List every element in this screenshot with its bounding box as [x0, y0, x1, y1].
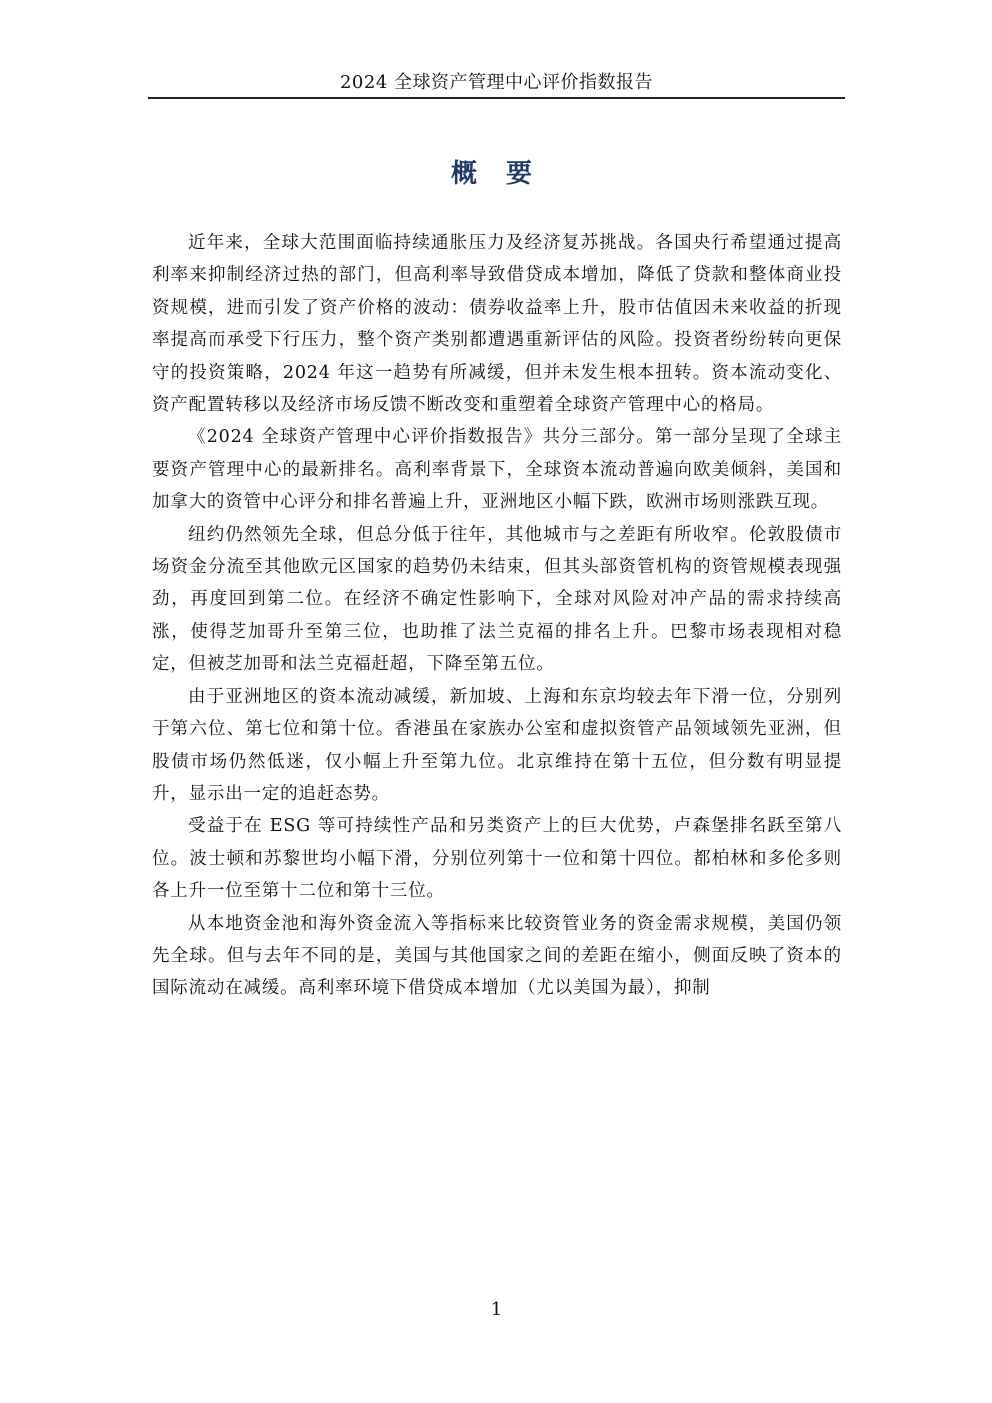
paragraph-2: 《2024 全球资产管理中心评价指数报告》共分三部分。第一部分呈现了全球主要资产管理中心的最新排名。高利率背景下，全球资本流动普遍向欧美倾斜，美国和加拿大的资管中心评分和排名普遍上升，亚洲地区小幅下跌，欧洲市场则涨跌互现。 — [152, 427, 842, 513]
body-text — [152, 227, 842, 1005]
paragraph-1: 近年来，全球大范围面临持续通胀压力及经济复苏挑战。各国央行希望通过提高利率来抑制经济过热的部门，但高利率导致借贷成本增加，降低了贷款和整体商业投资规模，进而引发了资产价格的波动：债券收益率上升，股市估值因未来收益的折现率提高而承受下行压力，整个资产类别都遭遇重新评估的风险。投资者纷纷转向更保守的投资策略，2024 年这一趋势有所减缓，但并未发生根本扭转。资本流动变化、资产配置转移以及经济市场反馈不断改变和重塑着全球资产管理中心的格局。 — [152, 233, 842, 416]
section-title: 概 要 — [450, 159, 543, 189]
paragraph-3: 纽约仍然领先全球，但总分低于往年，其他城市与之差距有所收窄。伦敦股债市场资金分流至其他欧元区国家的趋势仍未结束，但其头部资管机构的资管规模表现强劲，再度回到第二位。在经济不确定性影响下，全球对风险对冲产品的需求持续高涨，使得芝加哥升至第三位，也助推了法兰克福的排名上升。巴黎市场表现相对稳定，但被芝加哥和法兰克福赶超，下降至第五位。 — [152, 524, 842, 675]
header-divider — [148, 97, 845, 99]
paragraph-4: 由于亚洲地区的资本流动减缓，新加坡、上海和东京均较去年下滑一位，分别列于第六位、第七位和第十位。香港虽在家族办公室和虚拟资管产品领域领先亚洲，但股债市场仍然低迷，仅小幅上升至第九位。北京维持在第十五位，但分数有明显提升，显示出一定的追赶态势。 — [152, 686, 842, 804]
page-number: 1 — [490, 1299, 503, 1320]
paragraph-5: 受益于在 ESG 等可持续性产品和另类资产上的巨大优势，卢森堡排名跃至第八位。波士顿和苏黎世均小幅下滑，分别位列第十一位和第十四位。都柏林和多伦多则各上升一位至第十二位和第十三位。 — [152, 816, 842, 902]
paragraph-6: 从本地资金池和海外资金流入等指标来比较资管业务的资金需求规模，美国仍领先全球。但与去年不同的是，美国与其他国家之间的差距在缩小，侧面反映了资本的国际流动在减缓。高利率环境下借贷成本增加（尤以美国为最），抑制 — [152, 913, 842, 999]
running-header: 2024 全球资产管理中心评价指数报告 — [339, 72, 654, 93]
